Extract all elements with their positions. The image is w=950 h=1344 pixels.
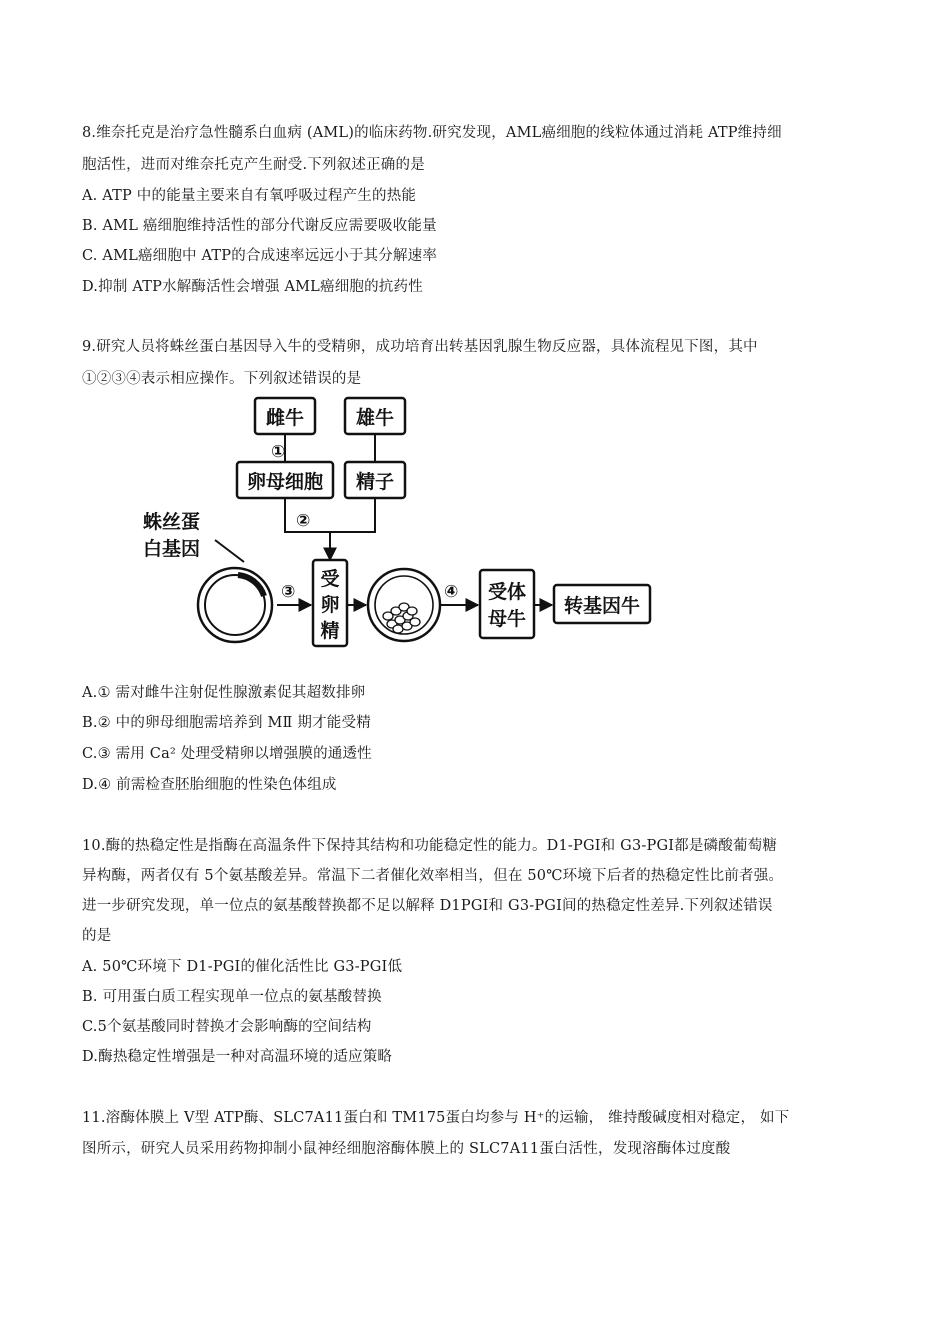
zygote-char-2: 卵 bbox=[320, 594, 340, 616]
q9-option-d: D.④ 前需检查胚胎细胞的性染色体组成 bbox=[82, 777, 337, 793]
q9-option-a: A.① 需对雌牛注射促性腺激素促其超数排卵 bbox=[82, 685, 366, 701]
transgenic-cow-label: 转基因牛 bbox=[563, 595, 641, 617]
step2-marker: ② bbox=[296, 511, 311, 531]
q10-option-a: A. 50℃环境下 D1-PGI的催化活性比 G3-PGI低 bbox=[82, 959, 403, 975]
q8-stem-line-2: 胞活性，进而对维奈托克产生耐受.下列叙述正确的是 bbox=[82, 157, 425, 173]
q9-stem-line-2: ①②③④表示相应操作。下列叙述错误的是 bbox=[82, 371, 362, 387]
q8-option-d: D.抑制 ATP水解酶活性会增强 AML癌细胞的抗药性 bbox=[82, 279, 423, 295]
q10-option-c: C.5个氨基酸同时替换才会影响酶的空间结构 bbox=[82, 1019, 372, 1035]
recipient-label-1: 受体 bbox=[487, 581, 527, 603]
gene-pointer bbox=[215, 540, 244, 562]
female-cow-label: 雌牛 bbox=[265, 407, 305, 429]
step1-marker: ① bbox=[271, 442, 286, 462]
oocyte-label: 卵母细胞 bbox=[246, 471, 324, 493]
q11-stem-line-1: 11.溶酶体膜上 V型 ATP酶、SLC7A11蛋白和 TM175蛋白均参与 H⁺的运输， 维持酸碱度相对稳定， 如下 bbox=[82, 1110, 790, 1126]
q9-option-b: B.② 中的卵母细胞需培养到 MⅡ 期才能受精 bbox=[82, 715, 371, 731]
q11-stem-line-2: 图所示，研究人员采用药物抑制小鼠神经细胞溶酶体膜上的 SLC7A11蛋白活性，发现溶酶体过度酸 bbox=[82, 1141, 731, 1157]
zygote-char-3: 精 bbox=[320, 620, 340, 642]
q10-option-d: D.酶热稳定性增强是一种对高温环境的适应策略 bbox=[82, 1049, 393, 1065]
recipient-label-2: 母牛 bbox=[487, 608, 527, 630]
q9-stem-line-1: 9.研究人员将蛛丝蛋白基因导入牛的受精卵，成功培育出转基因乳腺生物反应器，具体流程见下图，其中 bbox=[82, 339, 758, 355]
q10-stem-line-4: 的是 bbox=[82, 928, 112, 944]
q8-option-c: C. AML癌细胞中 ATP的合成速率远远小于其分解速率 bbox=[82, 248, 438, 264]
male-cow-label: 雄牛 bbox=[355, 407, 395, 429]
gene-label-line-1: 蛛丝蛋 bbox=[143, 511, 201, 533]
zygote-char-1: 受 bbox=[320, 568, 340, 590]
q8-stem-line-1: 8.维奈托克是治疗急性髓系白血病 (AML)的临床药物.研究发现，AML癌细胞的线粒体通过消耗 ATP维持细 bbox=[82, 125, 782, 141]
q10-stem-line-3: 进一步研究发现，单一位点的氨基酸替换都不足以解释 D1PGI和 G3-PGI间的热稳定性差异.下列叙述错误 bbox=[82, 898, 773, 914]
gene-label-line-2: 白基因 bbox=[143, 538, 201, 560]
q10-option-b: B. 可用蛋白质工程实现单一位点的氨基酸替换 bbox=[82, 989, 382, 1005]
plasmid-outer bbox=[198, 568, 272, 642]
step4-marker: ④ bbox=[444, 582, 459, 602]
q10-stem-line-2: 异构酶，两者仅有 5个氨基酸差异。常温下二者催化效率相当，但在 50℃环境下后者的热稳定性比前者强。 bbox=[82, 868, 784, 884]
q8-option-b: B. AML 癌细胞维持活性的部分代谢反应需要吸收能量 bbox=[82, 218, 437, 234]
q8-option-a: A. ATP 中的能量主要来自有氧呼吸过程产生的热能 bbox=[82, 188, 417, 204]
step3-marker: ③ bbox=[281, 582, 296, 602]
q9-option-c: C.③ 需用 Ca² 处理受精卵以增强膜的通透性 bbox=[82, 746, 372, 762]
q10-stem-line-1: 10.酶的热稳定性是指酶在高温条件下保持其结构和功能稳定性的能力。D1-PGI和 G3-PGI都是磷酸葡萄糖 bbox=[82, 838, 778, 854]
sperm-label: 精子 bbox=[355, 471, 395, 493]
